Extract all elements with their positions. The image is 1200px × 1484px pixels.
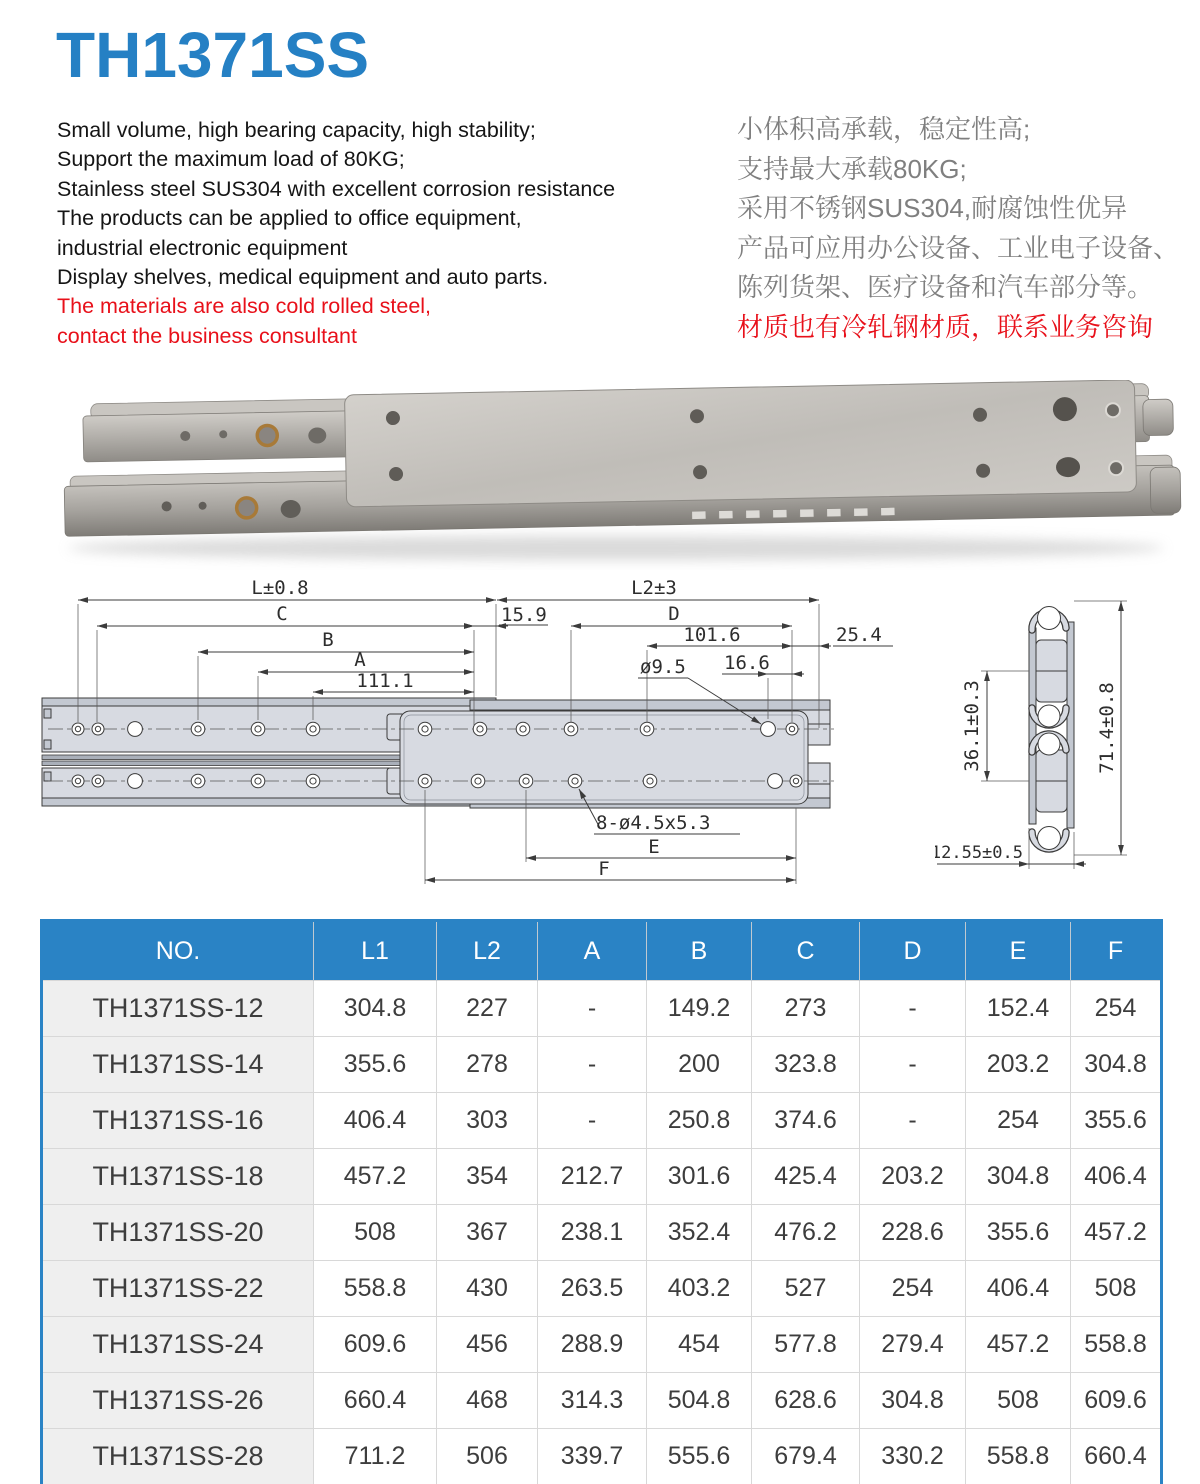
column-header: L2 xyxy=(437,921,538,981)
column-header: L1 xyxy=(314,921,437,981)
dim-label-dia95: ø9.5 xyxy=(640,656,686,678)
model-cell: TH1371SS-18 xyxy=(42,1149,314,1205)
value-cell: 238.1 xyxy=(538,1205,647,1261)
dim-label-E: E xyxy=(648,836,660,858)
value-cell: 279.4 xyxy=(860,1317,966,1373)
value-cell: 254 xyxy=(1071,981,1162,1037)
plate-outline xyxy=(400,711,808,804)
spec-table xyxy=(40,919,1163,1484)
table-row xyxy=(42,1261,1162,1317)
value-cell: 278 xyxy=(437,1037,538,1093)
value-cell: 508 xyxy=(966,1373,1071,1429)
dim-label-714: 71.4±0.8 xyxy=(1096,682,1118,774)
table-row xyxy=(42,1149,1162,1205)
value-cell: 304.8 xyxy=(966,1149,1071,1205)
value-cell: 454 xyxy=(647,1317,752,1373)
value-cell: 273 xyxy=(752,981,860,1037)
text-line: 支持最大承载80KG; xyxy=(737,153,967,184)
value-cell: 660.4 xyxy=(1071,1429,1162,1484)
column-header: B xyxy=(647,921,752,981)
value-cell: 288.9 xyxy=(538,1317,647,1373)
product-photo xyxy=(26,380,1186,570)
value-cell: 609.6 xyxy=(1071,1373,1162,1429)
text-line: The products can be applied to office equipment, xyxy=(57,206,522,231)
text-line: 陈列货架、医疗设备和汽车部分等。 xyxy=(737,272,1154,303)
value-cell: 152.4 xyxy=(966,981,1071,1037)
value-cell: 457.2 xyxy=(966,1317,1071,1373)
slide-pair xyxy=(63,380,1181,536)
value-cell: 330.2 xyxy=(860,1429,966,1484)
column-header: C xyxy=(752,921,860,981)
model-cell: TH1371SS-12 xyxy=(42,981,314,1037)
value-cell: 508 xyxy=(1071,1261,1162,1317)
value-cell: 609.6 xyxy=(314,1317,437,1373)
value-cell: - xyxy=(538,1037,647,1093)
model-cell: TH1371SS-26 xyxy=(42,1373,314,1429)
dim-label-L2: L2±3 xyxy=(631,578,677,599)
column-header: NO. xyxy=(42,921,314,981)
spec-table-head xyxy=(42,921,1162,981)
value-cell: - xyxy=(538,981,647,1037)
text-line: 产品可应用办公设备、工业电子设备、 xyxy=(737,232,1180,263)
dim-label-111: 111.1 xyxy=(356,670,414,692)
model-cell: TH1371SS-20 xyxy=(42,1205,314,1261)
description-english-lines xyxy=(57,116,717,292)
table-row xyxy=(42,1373,1162,1429)
value-cell: 558.8 xyxy=(1071,1317,1162,1373)
value-cell: 711.2 xyxy=(314,1429,437,1484)
value-cell: 304.8 xyxy=(314,981,437,1037)
technical-drawing-plan xyxy=(40,578,940,900)
value-cell: 406.4 xyxy=(1071,1149,1162,1205)
value-cell: 228.6 xyxy=(860,1205,966,1261)
text-line: Support the maximum load of 80KG; xyxy=(57,147,405,172)
brass-rivet xyxy=(236,498,256,518)
text-line: contact the business consultant xyxy=(57,323,357,348)
value-cell: 406.4 xyxy=(314,1093,437,1149)
table-row xyxy=(42,1317,1162,1373)
value-cell: 430 xyxy=(437,1261,538,1317)
text-line: industrial electronic equipment xyxy=(57,235,348,260)
value-cell: 355.6 xyxy=(966,1205,1071,1261)
value-cell: 200 xyxy=(647,1037,752,1093)
dim-label-166: 16.6 xyxy=(724,652,770,674)
text-line: Small volume, high bearing capacity, high stability; xyxy=(57,118,536,142)
value-cell: 468 xyxy=(437,1373,538,1429)
spec-table-body xyxy=(42,981,1162,1484)
table-row xyxy=(42,1429,1162,1484)
description-english-warning xyxy=(57,292,717,351)
dim-label-B: B xyxy=(322,629,334,651)
value-cell: 352.4 xyxy=(647,1205,752,1261)
text-line: 采用不锈钢SUS304,耐腐蚀性优异 xyxy=(737,193,1128,224)
value-cell: 457.2 xyxy=(314,1149,437,1205)
value-cell: 314.3 xyxy=(538,1373,647,1429)
dim-label-1255: 12.55±0.5 xyxy=(935,843,1023,863)
description-chinese-lines xyxy=(737,110,1187,308)
text-line: Stainless steel SUS304 with excellent corrosion resistance xyxy=(57,176,616,201)
value-cell: 577.8 xyxy=(752,1317,860,1373)
table-row xyxy=(42,1205,1162,1261)
dim-label-1016: 101.6 xyxy=(683,624,741,646)
value-cell: 508 xyxy=(314,1205,437,1261)
column-header: D xyxy=(860,921,966,981)
description-chinese xyxy=(737,110,1187,348)
value-cell: 304.8 xyxy=(860,1373,966,1429)
value-cell: 660.4 xyxy=(314,1373,437,1429)
value-cell: 558.8 xyxy=(966,1429,1071,1484)
dim-label-holes: 8-ø4.5x5.3 xyxy=(596,812,711,834)
value-cell: 555.6 xyxy=(647,1429,752,1484)
value-cell: 527 xyxy=(752,1261,860,1317)
technical-drawing-cross-section xyxy=(935,588,1180,888)
mounting-plate xyxy=(345,380,1137,507)
text-line: The materials are also cold rolled steel, xyxy=(57,294,432,319)
value-cell: 339.7 xyxy=(538,1429,647,1484)
value-cell: 149.2 xyxy=(647,981,752,1037)
value-cell: 203.2 xyxy=(860,1149,966,1205)
value-cell: 263.5 xyxy=(538,1261,647,1317)
value-cell: 203.2 xyxy=(966,1037,1071,1093)
value-cell: - xyxy=(860,1093,966,1149)
model-cell: TH1371SS-24 xyxy=(42,1317,314,1373)
value-cell: 323.8 xyxy=(752,1037,860,1093)
table-row xyxy=(42,981,1162,1037)
cross-section-svg xyxy=(935,588,1180,888)
value-cell: 254 xyxy=(860,1261,966,1317)
column-header: F xyxy=(1071,921,1162,981)
value-cell: 457.2 xyxy=(1071,1205,1162,1261)
product-photo-svg xyxy=(26,380,1186,570)
column-header: A xyxy=(538,921,647,981)
column-header: E xyxy=(966,921,1071,981)
dim-label-D: D xyxy=(668,603,680,625)
value-cell: 212.7 xyxy=(538,1149,647,1205)
value-cell: 304.8 xyxy=(1071,1037,1162,1093)
value-cell: 406.4 xyxy=(966,1261,1071,1317)
value-cell: - xyxy=(860,1037,966,1093)
value-cell: 476.2 xyxy=(752,1205,860,1261)
description-chinese-warning: 材质也有冷轧钢材质，联系业务咨询 xyxy=(737,311,1154,342)
brass-rivet xyxy=(257,425,277,445)
table-row xyxy=(42,1037,1162,1093)
value-cell: 303 xyxy=(437,1093,538,1149)
page-title: TH1371SS xyxy=(56,19,370,91)
model-cell: TH1371SS-16 xyxy=(42,1093,314,1149)
value-cell: 301.6 xyxy=(647,1149,752,1205)
dim-label-254: 25.4 xyxy=(836,624,882,646)
value-cell: 558.8 xyxy=(314,1261,437,1317)
value-cell: 504.8 xyxy=(647,1373,752,1429)
text-line: Display shelves, medical equipment and auto parts. xyxy=(57,265,549,290)
model-cell: TH1371SS-14 xyxy=(42,1037,314,1093)
dim-label-L: L±0.8 xyxy=(251,578,309,599)
value-cell: 250.8 xyxy=(647,1093,752,1149)
dim-label-A: A xyxy=(354,649,366,671)
model-cell: TH1371SS-28 xyxy=(42,1429,314,1484)
value-cell: 679.4 xyxy=(752,1429,860,1484)
value-cell: - xyxy=(860,981,966,1037)
dim-label-159: 15.9 xyxy=(501,604,547,626)
model-cell: TH1371SS-22 xyxy=(42,1261,314,1317)
table-header-row xyxy=(42,921,1162,981)
value-cell: 355.6 xyxy=(314,1037,437,1093)
table-row xyxy=(42,1093,1162,1149)
dim-label-C: C xyxy=(276,603,288,625)
photo-shadow xyxy=(68,536,1164,560)
value-cell: 227 xyxy=(437,981,538,1037)
value-cell: 456 xyxy=(437,1317,538,1373)
dim-label-361: 36.1±0.3 xyxy=(961,680,983,772)
value-cell: - xyxy=(538,1093,647,1149)
value-cell: 354 xyxy=(437,1149,538,1205)
value-cell: 367 xyxy=(437,1205,538,1261)
text-line: 小体积高承载，稳定性高; xyxy=(737,114,1031,144)
value-cell: 355.6 xyxy=(1071,1093,1162,1149)
value-cell: 254 xyxy=(966,1093,1071,1149)
dim-label-F: F xyxy=(598,858,610,880)
value-cell: 506 xyxy=(437,1429,538,1484)
value-cell: 425.4 xyxy=(752,1149,860,1205)
value-cell: 403.2 xyxy=(647,1261,752,1317)
description-english xyxy=(57,116,717,351)
value-cell: 374.6 xyxy=(752,1093,860,1149)
plan-drawing-svg xyxy=(40,578,940,900)
value-cell: 628.6 xyxy=(752,1373,860,1429)
